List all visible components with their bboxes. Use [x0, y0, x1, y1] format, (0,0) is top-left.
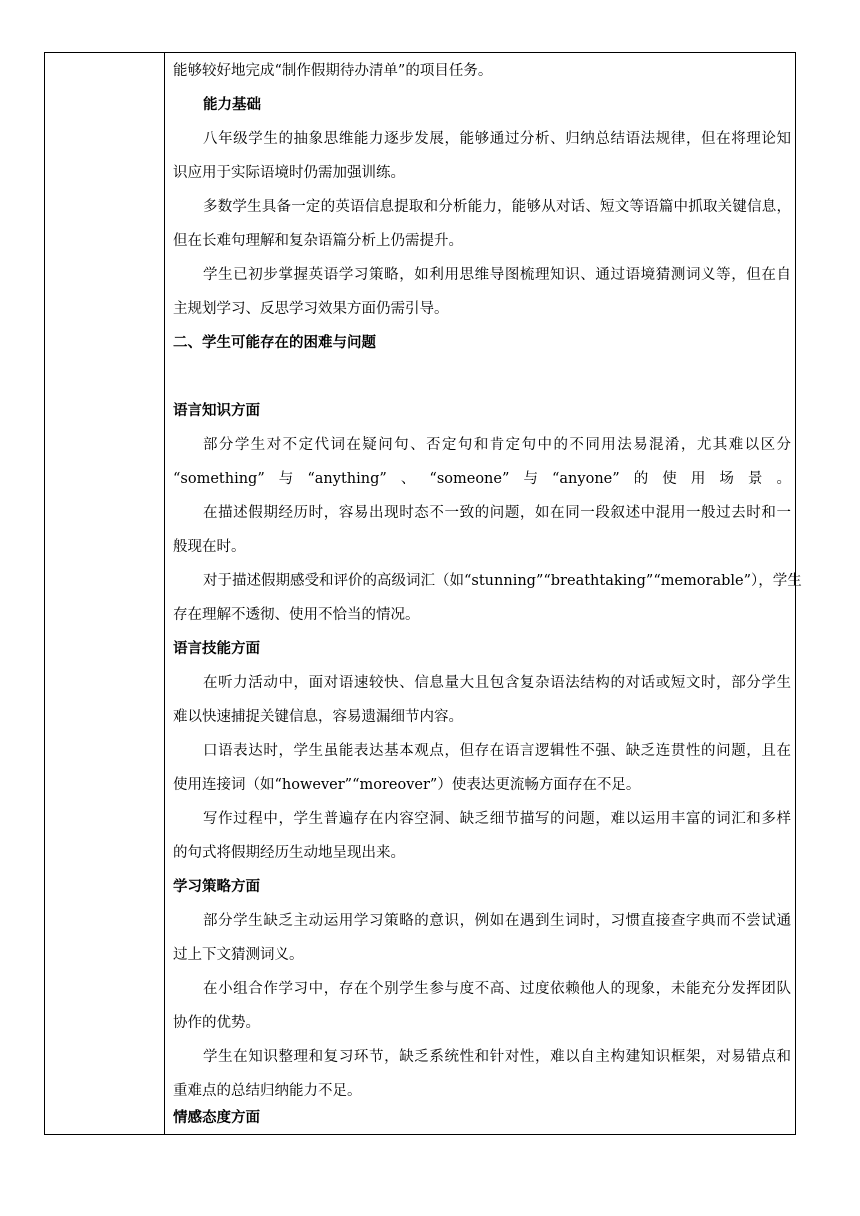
text-line: 学生在知识整理和复习环节，缺乏系统性和针对性，难以自主构建知识框架，对易错点和 — [203, 1049, 791, 1065]
text-line: 能够较好地完成“制作假期待办清单”的项目任务。 — [173, 63, 493, 79]
text-line: 使用连接词（如“however”“moreover”）使表达更流畅方面存在不足。 — [173, 777, 641, 793]
heading-language-knowledge: 语言知识方面 — [173, 402, 260, 419]
text-line: 般现在时。 — [173, 539, 246, 555]
text-line: 部分学生对不定代词在疑问句、否定句和肯定句中的不同用法易混淆，尤其难以区分 — [203, 437, 791, 453]
heading-language-skills: 语言技能方面 — [173, 640, 260, 657]
text-line: 在听力活动中，面对语速较快、信息量大且包含复杂语法结构的对话或短文时，部分学生 — [203, 675, 791, 691]
text-line: 对于描述假期感受和评价的高级词汇（如“stunning”“breathtaking”“memorable”），学生 — [203, 573, 802, 589]
heading-emotional-attitude: 情感态度方面 — [173, 1109, 260, 1126]
text-line: 难以快速捕捉关键信息，容易遗漏细节内容。 — [173, 709, 463, 725]
text-line: “something”与“anything”、“someone”与“anyone”的使用场景。 — [173, 471, 791, 487]
text-line: 过上下文猜测词义。 — [173, 947, 304, 963]
section-heading: 二、学生可能存在的困难与问题 — [173, 334, 376, 351]
heading-ability-basis: 能力基础 — [203, 96, 261, 113]
text-line: 多数学生具备一定的英语信息提取和分析能力，能够从对话、短文等语篇中抓取关键信息， — [203, 199, 791, 215]
text-line: 主规划学习、反思学习效果方面仍需引导。 — [173, 301, 449, 317]
heading-learning-strategies: 学习策略方面 — [173, 878, 260, 895]
text-line: 八年级学生的抽象思维能力逐步发展，能够通过分析、归纳总结语法规律，但在将理论知 — [203, 131, 791, 147]
text-line: 的句式将假期经历生动地呈现出来。 — [173, 845, 405, 861]
text-line: 学生已初步掌握英语学习策略，如利用思维导图梳理知识、通过语境猜测词义等，但在自 — [203, 267, 791, 283]
text-line: 部分学生缺乏主动运用学习策略的意识，例如在遇到生词时，习惯直接查字典而不尝试通 — [203, 913, 791, 929]
text-line: 写作过程中，学生普遍存在内容空洞、缺乏细节描写的问题，难以运用丰富的词汇和多样 — [203, 811, 791, 827]
text-line: 协作的优势。 — [173, 1015, 260, 1031]
text-line: 在小组合作学习中，存在个别学生参与度不高、过度依赖他人的现象，未能充分发挥团队 — [203, 981, 791, 997]
text-line: 识应用于实际语境时仍需加强训练。 — [173, 165, 405, 181]
table-left-column — [45, 53, 165, 1134]
text-line: 但在长难句理解和复杂语篇分析上仍需提升。 — [173, 233, 463, 249]
text-line: 存在理解不透彻、使用不恰当的情况。 — [173, 607, 420, 623]
text-line: 在描述假期经历时，容易出现时态不一致的问题，如在同一段叙述中混用一般过去时和一 — [203, 505, 791, 521]
text-line: 口语表达时，学生虽能表达基本观点，但存在语言逻辑性不强、缺乏连贯性的问题，且在 — [203, 743, 791, 759]
document-table — [44, 52, 802, 1135]
text-line: 重难点的总结归纳能力不足。 — [173, 1083, 362, 1099]
